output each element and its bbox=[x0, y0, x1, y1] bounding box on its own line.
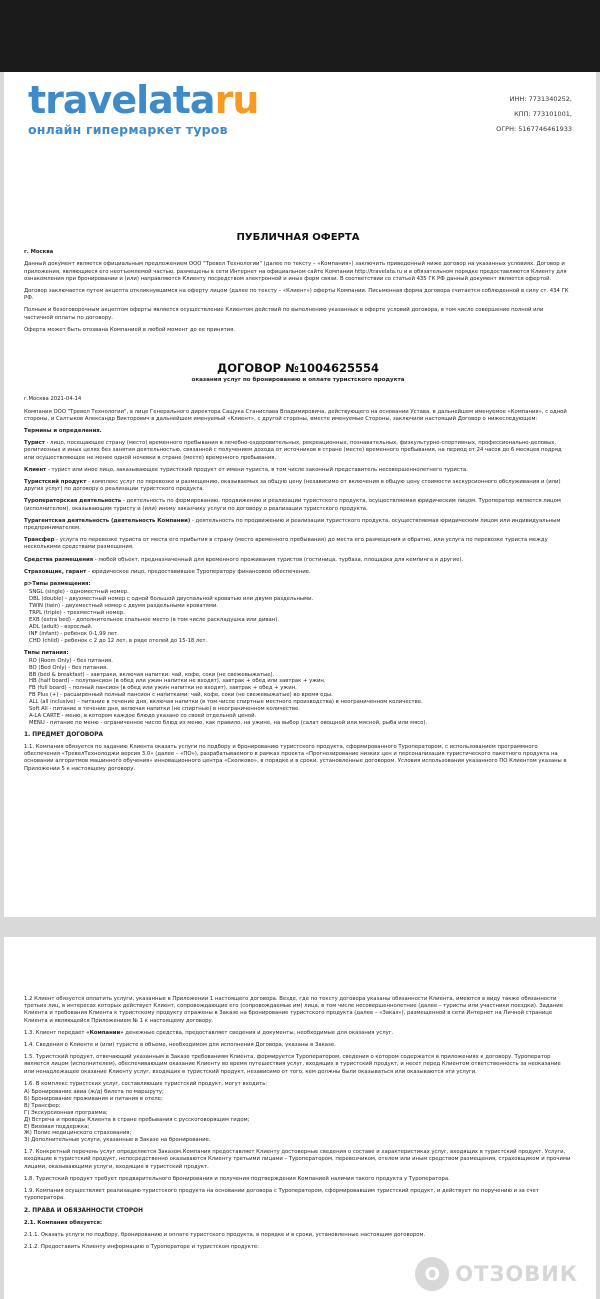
meal-type-item: RO (Room Only) - без питания. bbox=[29, 657, 113, 664]
term-definition bbox=[24, 518, 572, 532]
offer-paragraph-4: Оферта может быть отозвана Компанией в любой момент до ее принятия. bbox=[24, 326, 235, 333]
clause-1-3-c: денежные средства, предоставляет сведения и документы, необходимые для оказания услуг. bbox=[123, 1029, 394, 1036]
service-item: А) Бронирование авиа (ж/д) билета по маршруту; bbox=[24, 1089, 164, 1096]
service-item: Г) Экскурсионная программа; bbox=[24, 1109, 108, 1116]
offer-city: г. Москва bbox=[24, 249, 54, 256]
offer-paragraph-1: Данный документ является официальным предложением ООО "Тревел Технологии" (далее по тексту – «Компания») заключить приведенный ниже договор на указанных условиях. Договор и приложения, являющиеся его неотъемлемой частью, размещены в сети Интернет на официальном сайте Компании http://travelata.ru и в обязательном порядке предоставляются Клиенту для ознакомления при бронировании и (или) направляются Клиенту посредством электронной и иных форм связи. В соответствии со статьей 435 ГК РФ данный документ является офертой. bbox=[24, 261, 567, 282]
term-definition bbox=[24, 479, 572, 493]
otzovik-watermark bbox=[415, 1257, 578, 1291]
meal-type-item: MENU - питание по меню - ограниченное число блюд из меню, как правило, на ужине, на выбор (салат овощной или мясной, рыба или мясо). bbox=[29, 719, 428, 726]
offer-paragraph-3: Полным и безоговорочным акцептом оферты является осуществление Клиентом действий по выполнению указанных в оферте условий договора, в том числе совершение полной или частичной оплаты по договору. bbox=[24, 307, 544, 321]
page2-block bbox=[24, 996, 572, 1256]
section-2-title: 2. ПРАВА И ОБЯЗАННОСТИ СТОРОН bbox=[24, 1207, 143, 1214]
term-definition bbox=[24, 498, 572, 512]
term-text: - юридическое лицо, предоставившее Туроператору финансовое обеспечение. bbox=[86, 568, 311, 575]
contract-title: ДОГОВОР №1004625554 bbox=[217, 361, 379, 375]
term-definition bbox=[24, 467, 572, 474]
clause-2-1-1: 2.1.1. Оказать услуги по подбору, бронированию и оплате туристского продукта, в порядке и в сроки, установленные настоящим договором. bbox=[24, 1231, 426, 1238]
service-item: Е) Визовая поддержка; bbox=[24, 1123, 90, 1130]
term-text: - услуга по перевозке туриста от места его прибытия в страну (место временного пребывания) до места его размещения и обратно, или услуга по перевозке туриста между несколькими средствами размещения. bbox=[24, 537, 548, 551]
right-margin bbox=[596, 72, 600, 1299]
term-name: Страховщик, гарант bbox=[24, 568, 87, 575]
meal-type-item: FB (full board) – полный пансион (в обед или ужин напитки не входят), завтрак + обед + ужин. bbox=[29, 685, 297, 692]
terms-heading: Термины и определения. bbox=[24, 428, 102, 435]
meal-type-item: A-LA CARTE - меню, в котором каждое блюдо указано со своей отдельной ценой. bbox=[29, 712, 257, 719]
meal-type-item: HB (half board) – полупансион (в обед или ужин напитки не входят), завтрак + обед или завтрак + ужин. bbox=[29, 678, 326, 685]
term-name: Средства размещения bbox=[24, 556, 94, 563]
logo-wordmark bbox=[28, 80, 258, 120]
room-type-item: EXB (extra bed) - дополнительное спальное место (в том числе раскладушка или диван). bbox=[29, 616, 279, 623]
clause-1-2: 1.2 Клиент обязуется оплатить услуги, указанные в Приложении 1 настоящего договора. Везде, где по тексту договора указаны обязанности Клиента, имеются в виду также обязанности третьих лиц, в интересах которых действует Клиент, сопровождающие его (сопровождаемые им) лица, в том числе несовершеннолетние (далее – туристы или участники поездки). Задание Клиента и требования Клиента к туристскому продукту отражены в Заказе на бронирование туристского продукта (далее – «Заказ»), размещенной в сети Интернет на Личной странице Клиента и являющейся Приложением № 1 к настоящему договору. bbox=[24, 996, 563, 1024]
clause-1-9: 1.9. Компания осуществляет реализацию туристского продукта на основании договора с Туроператором, сформировавшим туристский продукт, и действует по поручению и за счет туроператора. bbox=[24, 1188, 539, 1202]
meal-type-item: BB (bed & breakfast) – завтраки, включая напитки: чай, кофе, соки (не свежевыжатые). bbox=[29, 671, 275, 678]
room-type-item: ADL (adult) - взрослый. bbox=[29, 623, 93, 630]
clause-2-1-title: 2.1. Компания обязуется: bbox=[24, 1219, 102, 1226]
term-definition bbox=[24, 557, 572, 564]
clause-1-7: 1.7. Конкретный перечень услуг определяется Заказом.Компания предоставляет Клиенту достоверные сведения о составе и характеристиках услуг, входящих в туристский продукт. Услуги, входящие в туристский продукт, непосредственно оказываются Клиенту третьими лицами – Туроператором, перевозчиком, отелем или иным средством размещения, страховщиком и прочими лицами, оказывающими услуги, входящие в туристский продукт. bbox=[24, 1149, 571, 1170]
section-1-title: 1. ПРЕДМЕТ ДОГОВОРА bbox=[24, 731, 103, 738]
term-text: - лицо, посещающее страну (место) временного пребывания в лечебно-оздоровительных, рекреационных, познавательных, физкультурно-спортивных, профессионально-деловых, религиозных и иных целях без занятия деятельностью, связанной с получением дохода от источников в стране (месте) временного пребывания, на период от 24 часов до 6 месяцев подряд или осуществляющее не менее одной ночевки в стране (месте) временного пребывания. bbox=[24, 440, 562, 461]
top-dark-band bbox=[0, 0, 600, 72]
term-name: Турагентская деятельность (деятельность Компании) bbox=[24, 517, 191, 524]
meal-type-item: Soft All - питание в течение дня, включая напитки (не спиртные) в неограниченном количестве. bbox=[29, 706, 300, 713]
terms-list bbox=[24, 440, 572, 576]
term-name: Туристский продукт bbox=[24, 479, 87, 486]
room-type-item: DBL (double) - двухместный номер с одной большой двуспальной кроватью или двумя раздельными. bbox=[29, 596, 314, 603]
term-definition bbox=[24, 440, 572, 462]
kpp: КПП: 773101001, bbox=[514, 110, 572, 118]
contract-parties: Компания ООО "Тревел Технологии", в лице Генерального директора Сащука Станислава Владимировича, действующего на основании Устава, в дальнейшем именуемое «Компания», с одной стороны, и Салтыков Александр Викторович в дальнейшем именуемый «Клиент», с другой стороны, вместе именуемые Стороны, заключили настоящий Договор о нижеследующем: bbox=[24, 408, 567, 422]
offer-paragraph-2: Договор заключается путем акцепта откликнувшимся на оферту лицом (далее по тексту – «Клиент») оферты Компании. Письменная форма договора считается соблюденной в силу ст. 434 ГК РФ. bbox=[24, 288, 569, 302]
offer-title: ПУБЛИЧНАЯ ОФЕРТА bbox=[236, 232, 360, 243]
service-item: Б) Бронирование проживания и питания в отеле; bbox=[24, 1095, 163, 1102]
service-item: Ж) Полис медицинского страхования; bbox=[24, 1130, 132, 1137]
otzovik-logo-icon: O bbox=[415, 1257, 449, 1291]
logo-tagline: онлайн гипермаркет туров bbox=[28, 122, 228, 137]
travelata-logo bbox=[28, 80, 258, 137]
company-requisites bbox=[496, 92, 572, 137]
clause-2-1-2: 2.1.2. Предоставить Клиенту информацию о Туроператоре и туристском продукте: bbox=[24, 1244, 259, 1251]
contract-date: г.Москва 2021-04-14 bbox=[24, 396, 82, 403]
rooms-heading: p>Типы размещения: bbox=[24, 581, 91, 588]
term-name: Трансфер bbox=[24, 537, 55, 544]
meal-type-item: BO (Bed Only) - без питания. bbox=[29, 664, 108, 671]
term-text: - турист или иное лицо, заказывающее туристский продукт от имени туриста, в том числе законный представитель несовершеннолетнего туриста. bbox=[46, 466, 468, 473]
term-name: Туроператорская деятельность bbox=[24, 498, 122, 505]
term-text: - деятельность по формированию, продвижению и реализации туристского продукта, осуществляемая юридическим лицом. Туроператор является лицом (исполнителем), оказывающим туристу и (или) иному заказчику услуги по договору о реализации туристского продукта. bbox=[24, 498, 561, 512]
meal-type-item: FB Plus (+) - расширенный полный пансион с напитками: чай, кофе, соки (не свежевыжатые) во время еды. bbox=[29, 692, 333, 699]
term-definition bbox=[24, 537, 572, 551]
contract-subtitle: оказания услуг по бронированию и оплате туристского продукта bbox=[191, 377, 405, 384]
term-text: - деятельность по продвижению и реализации туристского продукта, осуществляемая юридическим лицом или индивидуальным предпринимателем. bbox=[24, 517, 561, 532]
term-text: - комплекс услуг по перевозке и размещению, оказываемых за общую цену (независимо от включения в общую цену стоимости экскурсионного обслуживания и (или) других услуг) по договору о реализации туристского продукта. bbox=[24, 479, 561, 493]
clause-1-8: 1.8. Туристский продукт требует предварительного бронирования и получения подтверждения Компанией наличия такого продукта у Туроператора. bbox=[24, 1175, 450, 1182]
room-type-item: SNGL (single) - одноместный номер. bbox=[29, 589, 129, 596]
term-name: Клиент bbox=[24, 466, 47, 473]
room-type-item: TRPL (triple) - трехместный номер. bbox=[29, 609, 125, 616]
room-type-item: CHD (child) - ребенок с 2 до 12 лет, в ряде отелей до 15-18 лет. bbox=[29, 637, 208, 644]
offer-block bbox=[24, 234, 572, 339]
term-name: Турист bbox=[24, 440, 45, 447]
clause-1-4: 1.4. Сведения о Клиенте и (или) туристе в объеме, необходимом для исполнения Договора, указаны в Заказе. bbox=[24, 1042, 336, 1049]
clause-1-6-list bbox=[24, 1089, 572, 1144]
rooms-list bbox=[29, 589, 572, 644]
service-item: Д) Встреча и проводы Клиента в стране пребывания с русскоговорящим гидом; bbox=[24, 1116, 250, 1123]
otzovik-watermark-text: ОТЗОВИК bbox=[455, 1262, 578, 1286]
logo-part2: ru bbox=[214, 78, 259, 122]
service-item: З) Дополнительные услуги, указанные в Заказе на бронирование. bbox=[24, 1137, 211, 1144]
inn: ИНН: 7731340252, bbox=[509, 95, 572, 103]
clause-1-1: 1.1. Компания обязуется по заданию Клиента оказать услуги по подбору и бронированию туристского продукта, сформированного Туроператором, с использованием программного обеспечения «ТревелТехнолоджи версия 3.0» (далее – «ПО»), разрабатываемого в рамках проекта «Прогнозирование низких цен и персонализация туристического пакетного продукта на основании алгоритмов машинного обучения» инновационного центра «Сколково», в порядке и в сроки, установленные договором. Условия использования указанного ПО Клиентом указаны в Приложении 5 к настоящему договору. bbox=[24, 743, 567, 772]
meals-heading: Типы питания: bbox=[24, 649, 69, 656]
clause-1-5: 1.5. Туристский продукт, отвечающий указанным в Заказе требованиям Клиента, формируется Туроператором, сведения о котором содержатся в приложениях к договору. Туроператор является лицом (исполнителем), обеспечивающим оказание Клиенту во время путешествия услуг, входящих в туристский продукт, и несет перед Клиентом ответственность за неоказание или ненадлежащее оказание Клиенту услуг, входящих в туристский продукт, независимо от того, кем должны были оказываться или оказываются эти услуги. bbox=[24, 1054, 561, 1075]
logo-part1: travelata bbox=[28, 78, 215, 122]
clause-1-3 bbox=[24, 1030, 572, 1037]
term-definition bbox=[24, 569, 572, 576]
term-text: - любой объект, предназначенный для временного проживания туристов (гостиница, турбаза, площадка для кемпинга и другие). bbox=[93, 556, 464, 563]
clause-1-6-intro: 1.6. В комплекс туристских услуг, составляющих туристский продукт, могут входить: bbox=[24, 1080, 268, 1087]
meals-list bbox=[29, 658, 572, 727]
clause-1-3-b: «Компании» bbox=[86, 1029, 124, 1036]
room-type-item: INF (infant) - ребенок 0-1,99 лет. bbox=[29, 630, 119, 637]
room-type-item: TWIN (twin) - двухместный номер с двумя раздельными кроватями. bbox=[29, 603, 218, 610]
service-item: В) Трансфер; bbox=[24, 1102, 61, 1109]
meal-type-item: ALL (all inclusive) – питание в течение дня, включая напитки (в том числе спиртные местного производства) в неограниченном количестве. bbox=[29, 699, 423, 706]
ogrn: ОГРН: 5167746461933 bbox=[496, 125, 572, 133]
contract-block bbox=[24, 361, 572, 778]
clause-1-3-a: 1.3. Клиент передает bbox=[24, 1029, 87, 1036]
page-gap bbox=[0, 917, 600, 937]
